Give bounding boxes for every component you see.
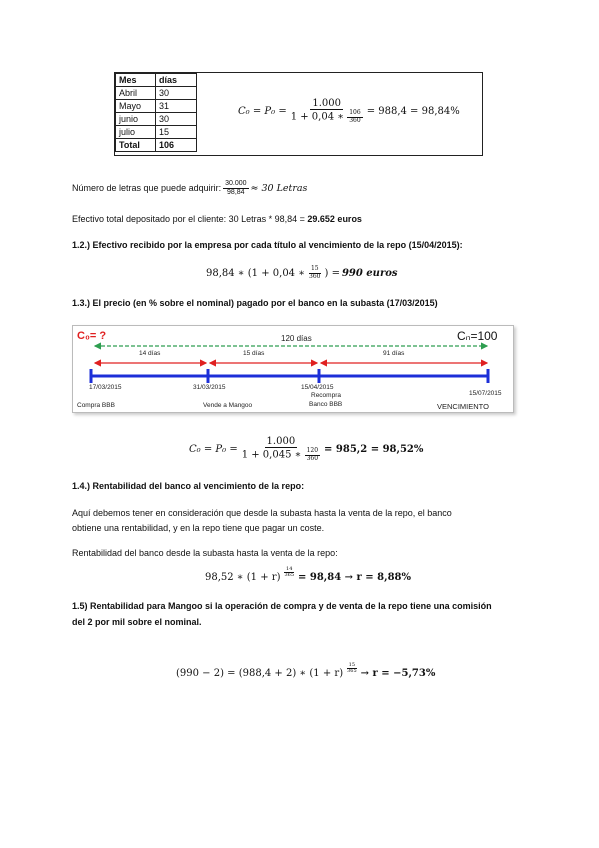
date-3: 15/04/2015	[301, 384, 334, 391]
table-row	[116, 126, 197, 139]
eq-inner-num: 120	[306, 447, 319, 454]
eq-inner-fraction	[305, 448, 320, 462]
table-total-row	[116, 139, 197, 152]
paragraph-line: Rentabilidad del banco desde la subasta hasta la venta de la repo:	[72, 548, 338, 558]
eq-inner-den: 360	[306, 454, 319, 462]
days-table	[115, 73, 197, 152]
event-4: VENCIMIENTO	[437, 402, 489, 411]
eq-den-text: 1 + 0,045 ∗	[241, 449, 302, 461]
span-14-label: 14 días	[139, 350, 161, 357]
event-3b: Banco BBB	[309, 401, 343, 408]
span-120-label: 120 días	[281, 334, 312, 343]
table-cell: 30	[156, 113, 197, 126]
equation-1-5	[176, 661, 436, 679]
eq-exponent	[345, 663, 359, 675]
efectivo-amount: 29.652 euros	[307, 214, 362, 224]
date-4: 15/07/2015	[469, 390, 502, 397]
event-2: Vende a Mangoo	[203, 402, 253, 409]
span-15-label: 15 días	[243, 350, 265, 357]
section-1-3-heading	[72, 298, 438, 308]
table-cell: Abril	[116, 87, 156, 100]
eq-inner-num: 15	[310, 265, 319, 272]
letras-prefix: Número de letras que puede adquirir:	[72, 183, 222, 194]
eq-exponent	[282, 567, 296, 579]
equation-c0	[238, 98, 460, 124]
eq-rhs: = 985,2 = 98,52%	[324, 443, 424, 455]
section-label: 1.5)	[72, 601, 88, 611]
timeline-diagram	[72, 325, 514, 413]
event-3a: Recompra	[311, 392, 341, 399]
eq-inner-fraction	[307, 266, 322, 280]
table-row	[116, 100, 197, 113]
section-title: El precio (en % sobre el nominal) pagado por el banco en la subasta (17/03/2015)	[90, 298, 438, 308]
table-header: días	[156, 74, 197, 87]
table-cell: junio	[116, 113, 156, 126]
section-1-5-heading-line2: del 2 por mil sobre el nominal.	[72, 617, 202, 627]
eq-numerator: 1.000	[312, 98, 342, 109]
eq-den-text: 1 + 0,04 ∗	[290, 111, 345, 123]
date-2: 31/03/2015	[193, 384, 226, 391]
eq-pre: 98,52 ∗ (1 + r)	[205, 572, 281, 583]
section-1-5-heading	[72, 601, 492, 611]
table-cell: Mayo	[116, 100, 156, 113]
eq-exp-num: 14	[286, 565, 293, 572]
section-title: Efectivo recibido por la empresa por cada título al vencimiento de la repo (15/04/2015):	[90, 240, 463, 250]
eq-post: ) =	[324, 267, 340, 279]
eq-denominator	[240, 448, 322, 462]
paragraph-line: obtiene una rentabilidad, y en la repo tiene que pagar un coste.	[72, 523, 325, 533]
eq-post: = 98,84 → r = 8,88%	[298, 572, 411, 583]
equation-1-4	[205, 565, 411, 583]
span-91-label: 91 días	[383, 350, 405, 357]
eq-fraction	[289, 98, 365, 124]
efectivo-line	[72, 214, 362, 224]
cn-label: Cₙ=100	[457, 329, 498, 343]
section-1-4-heading	[72, 481, 304, 491]
section-title: Rentabilidad del banco al vencimiento de la repo:	[90, 481, 305, 491]
eq-fraction	[240, 436, 322, 462]
table-header: Mes	[116, 74, 156, 87]
eq-pre: (990 − 2) = (988,4 + 2) ∗ (1 + r)	[176, 668, 344, 679]
eq-inner-den: 360	[349, 116, 361, 124]
eq-exp-den: 365	[284, 572, 295, 578]
eq-result: 990 euros	[341, 267, 398, 279]
event-1: Compra BBB	[77, 402, 115, 409]
eq-pre: 98,84 ∗ (1 + 0,04 ∗	[206, 267, 306, 279]
eq-inner-num: 106	[349, 109, 361, 116]
table-cell: 31	[156, 100, 197, 113]
eq-post: → r = −5,73%	[360, 668, 436, 679]
equation-1-2	[206, 266, 398, 280]
date-1: 17/03/2015	[89, 384, 122, 391]
table-cell: Total	[116, 139, 156, 152]
section-1-2-heading	[72, 240, 463, 250]
eq-rhs: = 988,4 = 98,84%	[366, 105, 460, 117]
eq-lhs: C₀ = P₀ =	[238, 105, 287, 117]
equation-c0-subasta	[189, 436, 423, 462]
table-header-row	[116, 74, 197, 87]
letras-den: 98,84	[227, 188, 245, 196]
section-label: 1.3.)	[72, 298, 91, 308]
section-label: 1.2.)	[72, 240, 91, 250]
eq-exp-num: 15	[348, 661, 356, 668]
eq-denominator	[289, 110, 365, 124]
eq-numerator: 1.000	[266, 436, 296, 447]
table-cell: 15	[156, 126, 197, 139]
table-cell: 30	[156, 87, 197, 100]
eq-inner-den: 360	[309, 272, 321, 280]
letras-suffix: ≈ 30 Letras	[250, 182, 308, 194]
section-title: Rentabilidad para Mangoo si la operación de compra y de venta de la repo tiene una comisión	[87, 601, 492, 611]
c0-label: C₀= ?	[77, 330, 107, 342]
section-label: 1.4.)	[72, 481, 91, 491]
table-cell: julio	[116, 126, 156, 139]
table-row	[116, 87, 197, 100]
letras-num: 30.000	[225, 180, 247, 187]
efectivo-text: Efectivo total depositado por el cliente: 30 Letras * 98,84 =	[72, 214, 308, 224]
paragraph-line: Aquí debemos tener en consideración que desde la subasta hasta la venta de la repo, el banco	[72, 508, 452, 518]
eq-inner-fraction	[347, 110, 362, 124]
letras-line	[72, 180, 307, 196]
letras-fraction	[223, 180, 248, 196]
eq-lhs: C₀ = P₀ =	[189, 443, 238, 455]
table-cell: 106	[156, 139, 197, 152]
table-row	[116, 113, 197, 126]
eq-exp-den: 365	[347, 668, 357, 674]
